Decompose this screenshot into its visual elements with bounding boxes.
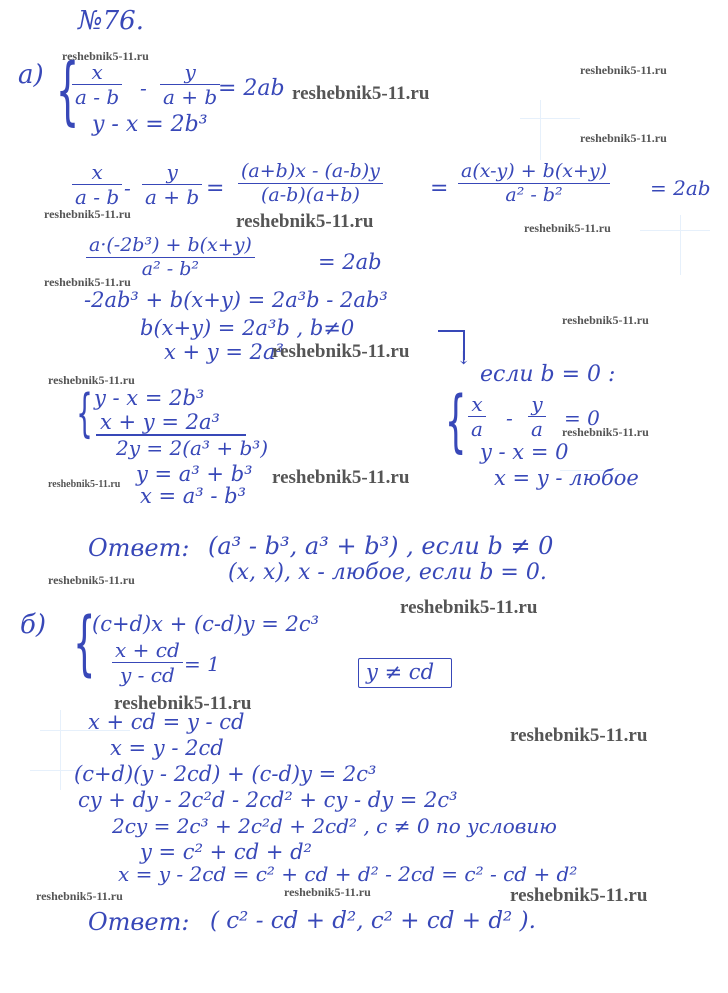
- equation-rhs: = 2ab: [318, 250, 382, 274]
- system-brace: {: [76, 384, 93, 444]
- fraction: $\frac{\text{a·(-2b³) + b(x+y)}}{\text{a² - b²}}$: [86, 236, 255, 279]
- equation-line: x = y - 2cd: [110, 736, 224, 760]
- grid-line: [680, 215, 681, 275]
- watermark: reshebnik5-11.ru: [284, 885, 371, 899]
- watermark: reshebnik5-11.ru: [292, 83, 430, 104]
- answer-text: (a³ - b³, a³ + b³) , если b ≠ 0: [208, 532, 554, 560]
- grid-line: [520, 118, 580, 119]
- problem-number: №76.: [78, 6, 144, 36]
- equation-rhs: = 2ab: [650, 176, 711, 200]
- equation-line: 2cy = 2c³ + 2c²d + 2cd² , c ≠ 0 по условию: [112, 814, 557, 838]
- watermark: reshebnik5-11.ru: [44, 207, 131, 221]
- watermark: reshebnik5-11.ru: [580, 63, 667, 77]
- arrow-line: [438, 330, 464, 332]
- minus-sign: -: [140, 76, 147, 100]
- watermark: reshebnik5-11.ru: [36, 889, 123, 903]
- equation-line: b(x+y) = 2a³b , b≠0: [140, 316, 355, 340]
- equation-line: y = c² + cd + d²: [140, 840, 312, 864]
- minus-sign: -: [506, 406, 513, 430]
- equation-line: x = y - 2cd = c² + cd + d² - 2cd = c² - cd + d²: [118, 862, 578, 886]
- answer-text: (x, x), x - любое, если b = 0.: [228, 560, 547, 585]
- equation-line: y - x = 2b³: [94, 386, 205, 410]
- answer-text: ( c² - cd + d², c² + cd + d² ).: [210, 908, 536, 934]
- equation-line: (c+d)(y - 2cd) + (c-d)y = 2c³: [74, 762, 377, 786]
- equation-rhs: = 2ab: [218, 76, 285, 101]
- watermark: reshebnik5-11.ru: [236, 211, 374, 232]
- watermark: reshebnik5-11.ru: [114, 693, 252, 714]
- system-brace: {: [444, 382, 467, 461]
- fraction: $\frac{x}{a - b}$: [72, 62, 122, 107]
- equation-line: x = y - любое: [494, 466, 639, 490]
- watermark: reshebnik5-11.ru: [580, 131, 667, 145]
- grid-line: [540, 100, 541, 160]
- equation-line: x + cd = y - cd: [88, 710, 245, 734]
- fraction: $\frac{x}{a - b}$: [72, 162, 122, 207]
- grid-line: [640, 230, 710, 231]
- watermark: reshebnik5-11.ru: [524, 221, 611, 235]
- fraction: $\frac{(a+b)x - (a-b)y}{(a-b)(a+b)}$: [238, 162, 383, 205]
- equation-line: y - x = 0: [480, 440, 569, 464]
- part-a-label: а): [18, 60, 44, 90]
- fraction: $\frac{a(x-y) + b(x+y)}{\text{a² - b²}}$: [458, 162, 610, 205]
- grid-line: [60, 710, 61, 790]
- arrow-head-icon: ↓: [456, 348, 472, 369]
- watermark: reshebnik5-11.ru: [48, 479, 121, 490]
- equals-sign: =: [430, 176, 449, 201]
- equation-rhs: = 0: [564, 406, 600, 430]
- fraction: $\frac{y}{a + b}$: [142, 162, 202, 207]
- equation-rhs: = 1: [184, 652, 220, 676]
- equation-line: cy + dy - 2c²d - 2cd² + cy - dy = 2c³: [78, 788, 458, 812]
- watermark: reshebnik5-11.ru: [48, 573, 135, 587]
- fraction: $\frac{y}{a + b}$: [160, 62, 220, 107]
- watermark: reshebnik5-11.ru: [562, 313, 649, 327]
- fraction: $\frac{y}{a}$: [528, 394, 546, 439]
- part-b-label: б): [20, 610, 47, 640]
- case-title: если b = 0 :: [480, 362, 616, 387]
- answer-label: Ответ:: [88, 534, 190, 562]
- fraction: $\frac{x}{a}$: [468, 394, 486, 439]
- watermark: reshebnik5-11.ru: [400, 597, 538, 618]
- fraction: $\frac{x + cd}{y - cd}$: [112, 640, 183, 685]
- equals-sign: =: [206, 176, 225, 201]
- equation-line: y - x = 2b³: [92, 112, 208, 137]
- equation-line: (c+d)x + (c-d)y = 2c³: [92, 612, 320, 636]
- watermark: reshebnik5-11.ru: [272, 341, 410, 362]
- watermark: reshebnik5-11.ru: [44, 275, 131, 289]
- watermark: reshebnik5-11.ru: [62, 49, 149, 63]
- watermark: reshebnik5-11.ru: [562, 425, 649, 439]
- equation-line: x = a³ - b³: [140, 484, 247, 508]
- answer-label: Ответ:: [88, 908, 190, 936]
- equation-line: 2y = 2(a³ + b³): [116, 436, 269, 460]
- equation-line: x + y = 2a³: [164, 340, 284, 364]
- watermark: reshebnik5-11.ru: [510, 725, 648, 746]
- system-brace: {: [73, 602, 96, 684]
- minus-sign: -: [124, 176, 131, 200]
- equation-line: y = a³ + b³: [136, 462, 253, 486]
- watermark: reshebnik5-11.ru: [510, 885, 648, 906]
- system-brace: {: [55, 48, 80, 134]
- equation-line: x + y = 2a³: [100, 410, 220, 434]
- watermark: reshebnik5-11.ru: [272, 467, 410, 488]
- equation-line: -2ab³ + b(x+y) = 2a³b - 2ab³: [84, 288, 388, 312]
- condition-text: y ≠ cd: [366, 660, 435, 684]
- watermark: reshebnik5-11.ru: [48, 373, 135, 387]
